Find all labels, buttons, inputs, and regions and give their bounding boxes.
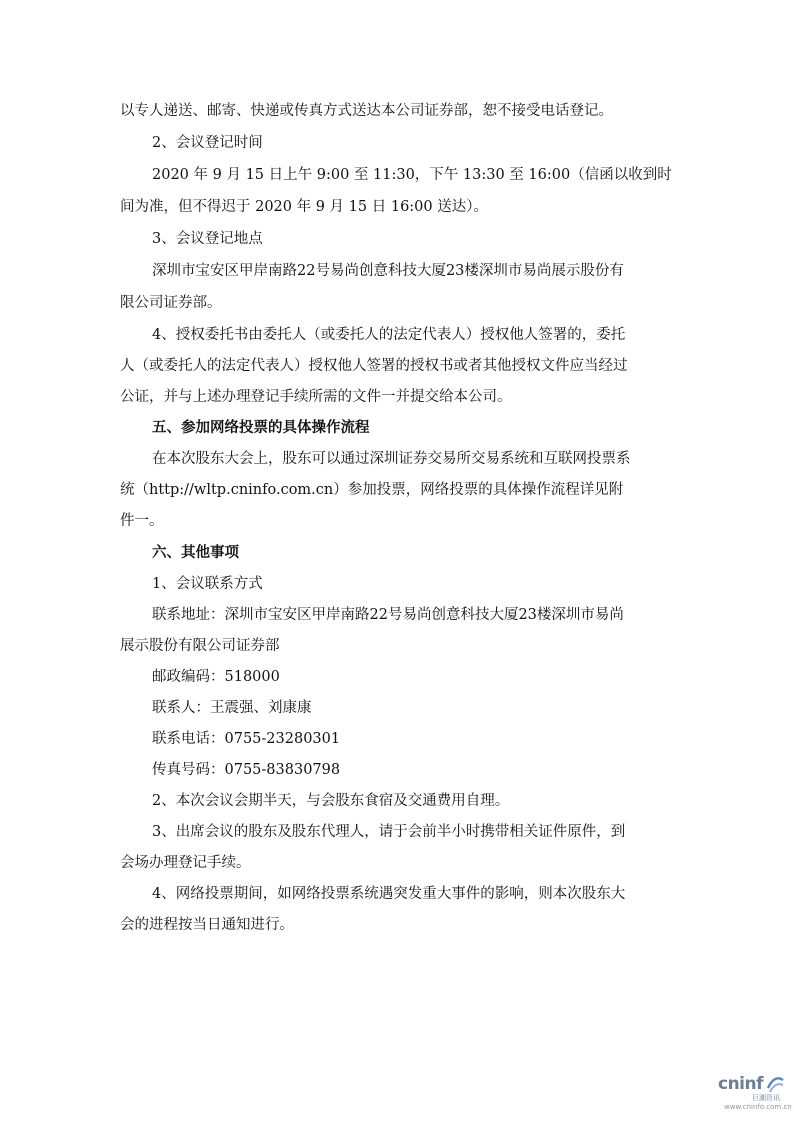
text-line: 以专人递送、邮寄、快递或传真方式送达本公司证券部，恕不接受电话登记。 — [120, 103, 613, 119]
logo-url: www.cninfo.com.cn — [724, 1103, 792, 1111]
text-line: 联系电话：0755-23280301 — [152, 731, 341, 747]
text-line: 联系地址：深圳市宝安区甲岸南路22号易尚创意科技大厦23楼深圳市易尚 — [152, 607, 624, 623]
text-line: 3、会议登记地点 — [152, 231, 263, 247]
text-line: 2、会议登记时间 — [152, 135, 263, 151]
text-line: 3、出席会议的股东及股东代理人，请于会前半小时携带相关证件原件，到 — [152, 824, 626, 840]
text-line: 统（http://wltp.cninfo.com.cn）参加投票，网络投票的具体操作流程详见附 — [120, 482, 624, 498]
text-line: 4、授权委托书由委托人（或委托人的法定代表人）授权他人签署的，委托 — [152, 327, 626, 343]
text-line: 传真号码：0755-83830798 — [152, 762, 341, 778]
text-line: 展示股份有限公司证券部 — [120, 638, 280, 654]
text-line: 公证，并与上述办理登记手续所需的文件一并提交给本公司。 — [120, 389, 512, 405]
section-heading: 五、参加网络投票的具体操作流程 — [152, 419, 370, 436]
logo-text: cninf — [718, 1074, 764, 1094]
logo-chinese-name: 巨潮资讯 — [752, 1094, 780, 1102]
text-line: 深圳市宝安区甲岸南路22号易尚创意科技大厦23楼深圳市易尚展示股份有 — [152, 263, 624, 279]
text-line: 限公司证券部。 — [120, 295, 222, 311]
text-line: 间为准，但不得迟于 2020 年 9 月 15 日 16:00 送达）。 — [120, 199, 488, 215]
cninfo-logo — [718, 1074, 790, 1118]
text-line: 2、本次会议会期半天，与会股东食宿及交通费用自理。 — [152, 793, 510, 809]
text-line: 件一。 — [120, 513, 164, 529]
text-line: 会的进程按当日通知进行。 — [120, 917, 294, 933]
text-line: 2020 年 9 月 15 日上午 9:00 至 11:30，下午 13:30 至 16:00（信函以收到时 — [152, 167, 672, 183]
cninfo-mark-icon — [765, 1074, 785, 1094]
text-line: 人（或委托人的法定代表人）授权他人签署的授权书或者其他授权文件应当经过 — [120, 358, 628, 374]
text-line: 联系人：王震强、刘康康 — [152, 700, 312, 716]
text-line: 在本次股东大会上，股东可以通过深圳证券交易所交易系统和互联网投票系 — [152, 451, 631, 467]
text-line: 1、会议联系方式 — [152, 576, 263, 592]
text-line: 4、网络投票期间，如网络投票系统遇突发重大事件的影响，则本次股东大 — [152, 886, 626, 902]
section-heading: 六、其他事项 — [152, 544, 239, 561]
text-line: 会场办理登记手续。 — [120, 855, 251, 871]
text-line: 邮政编码：518000 — [152, 669, 280, 685]
